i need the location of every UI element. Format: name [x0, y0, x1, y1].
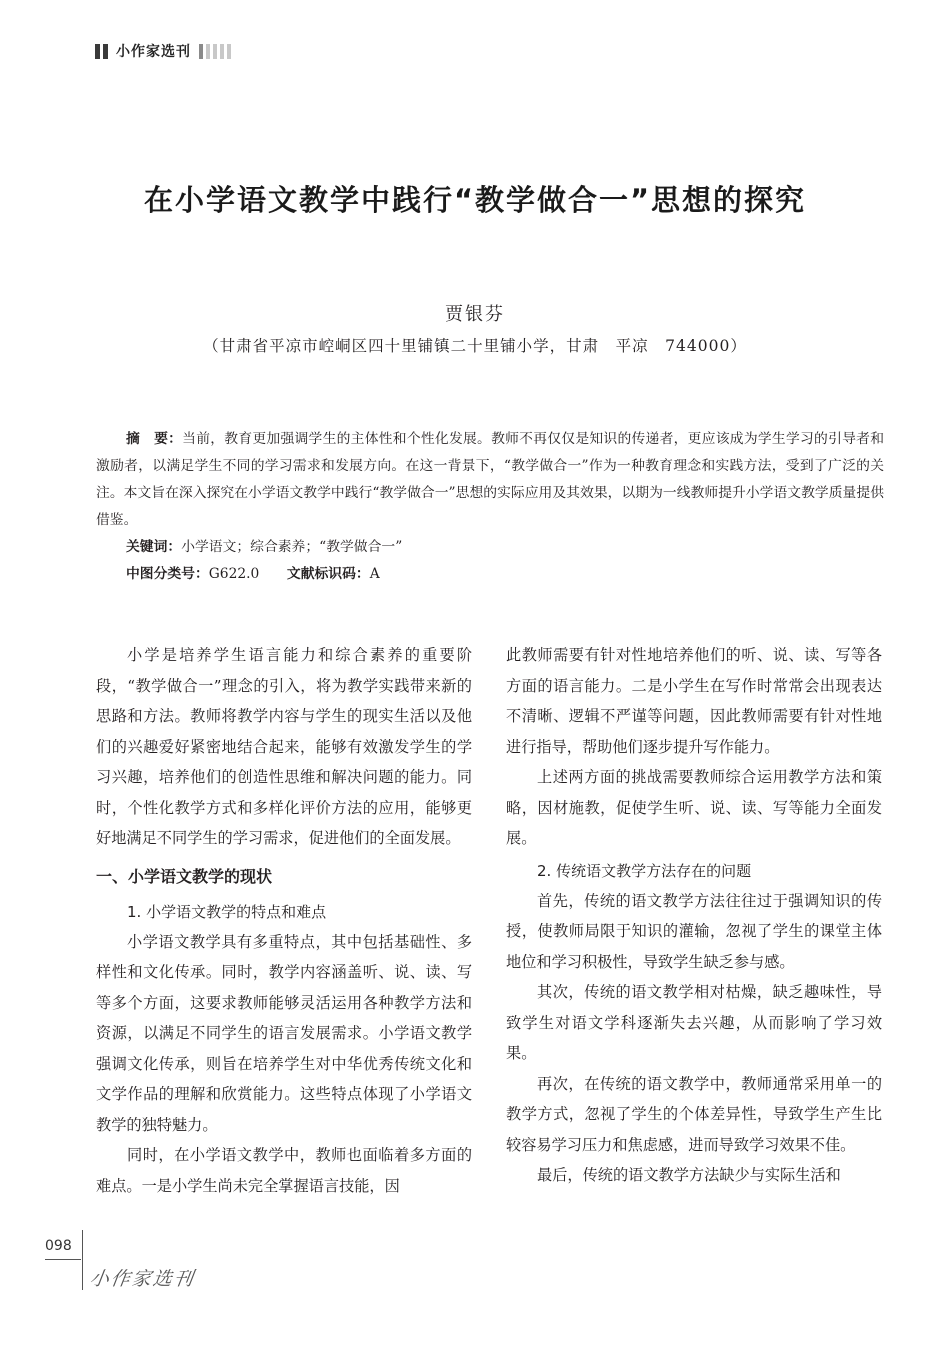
left-column — [96, 640, 472, 1201]
subsection-heading: 1. 小学语文教学的特点和难点 — [127, 902, 327, 921]
body-paragraph: 首先，传统的语文教学方法往往过于强调知识的传授，使教师局限于知识的灌输，忽视了学生的课堂主体地位和学习积极性，导致学生缺乏参与感。 — [506, 891, 882, 971]
journal-name: 小作家选刊 — [116, 44, 191, 60]
header-light-bars — [199, 44, 231, 59]
running-header — [95, 40, 231, 62]
page-number: 098 — [45, 1238, 72, 1254]
keywords-text: 小学语文；综合素养；“教学做合一” — [181, 539, 403, 555]
abstract-paragraph — [96, 426, 884, 534]
right-column — [506, 640, 882, 1191]
abstract-text: 当前，教育更加强调学生的主体性和个性化发展。教师不再仅仅是知识的传递者，更应该成为学生学习的引导者和激励者，以满足学生不同的学习需求和发展方向。在这一背景下，“教学做合一”作为一种教育理念和实践方法，受到了广泛的关注。本文旨在深入探究在小学语文教学中践行“教学做合一”思想的实际应用及其效果，以期为一线教师提升小学语文教学质量提供借鉴。 — [96, 431, 885, 528]
classification-line — [96, 561, 884, 588]
author-name: 贾银芬 — [445, 304, 505, 325]
abstract-block — [96, 426, 884, 588]
subsection-heading: 2. 传统语文教学方法存在的问题 — [537, 861, 752, 880]
keywords-label: 关键词： — [126, 539, 182, 555]
footer-vertical-rule — [82, 1230, 83, 1290]
abstract-label: 摘 要： — [126, 431, 183, 447]
body-paragraph: 同时，在小学语文教学中，教师也面临着多方面的难点。一是小学生尚未完全掌握语言技能，因 — [96, 1146, 472, 1195]
body-paragraph: 其次，传统的语文教学相对枯燥，缺乏趣味性，导致学生对语文学科逐渐失去兴趣，从而影响了学习效果。 — [506, 983, 882, 1062]
article-title: 在小学语文教学中践行“教学做合一”思想的探究 — [143, 183, 807, 217]
body-paragraph: 此教师需要有针对性地培养他们的听、说、读、写等各方面的语言能力。二是小学生在写作时常常会出现表达不清晰、逻辑不严谨等问题，因此教师需要有针对性地进行指导，帮助他们逐步提升写作能力。 — [506, 646, 882, 756]
doc-code-value: A — [369, 566, 380, 582]
doc-code-label: 文献标识码： — [286, 566, 370, 582]
body-paragraph: 小学是培养学生语言能力和综合素养的重要阶段，“教学做合一”理念的引入，将为教学实践带来新的思路和方法。教师将教学内容与学生的现实生活以及他们的兴趣爱好紧密地结合起来，能够有效激发学生的学习兴趣，培养他们的创造性思维和解决问题的能力。同时，个性化教学方式和多样化评价方法的应用，能够更好地满足不同学生的学习需求，促进他们的全面发展。 — [96, 646, 472, 847]
footer-divider — [45, 1259, 81, 1260]
body-paragraph: 最后，传统的语文教学方法缺少与实际生活和 — [537, 1166, 841, 1184]
keywords-line — [96, 534, 884, 561]
body-paragraph: 小学语文教学具有多重特点，其中包括基础性、多样性和文化传承。同时，教学内容涵盖听、说、读、写等多个方面，这要求教师能够灵活运用各种教学方法和资源，以满足不同学生的语言发展需求。小学语文教学强调文化传承，则旨在培养学生对中华优秀传统文化和文学作品的理解和欣赏能力。这些特点体现了小学语文教学的独特魅力。 — [96, 932, 472, 1134]
clc-value: G622.0 — [208, 566, 260, 582]
author-affiliation: （甘肃省平凉市崆峒区四十里铺镇二十里铺小学，甘肃 平凉 744000） — [203, 337, 747, 355]
clc-label: 中图分类号： — [126, 566, 209, 582]
body-paragraph: 再次，在传统的语文教学中，教师通常采用单一的教学方式，忽视了学生的个体差异性，导致学生产生比较容易学习压力和焦虑感，进而导致学习效果不佳。 — [506, 1074, 882, 1154]
section-heading: 一、小学语文教学的现状 — [96, 866, 273, 886]
journal-logo: 小作家选刊 — [88, 1268, 197, 1290]
body-paragraph: 上述两方面的挑战需要教师综合运用教学方法和策略，因材施教，促使学生听、说、读、写等能力全面发展。 — [506, 768, 882, 847]
header-dark-bars — [95, 44, 108, 59]
